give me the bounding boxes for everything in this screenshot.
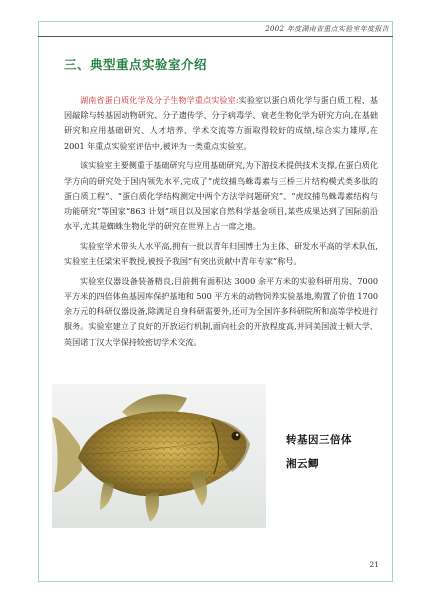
paragraph-1-text: 实验室以蛋白质化学与蛋白质工程、基因敲除与转基因动物研究、分子遗传学、分子病毒学、衰老生物化学为研究方向,在基础研究和应用基础研究、人才培养、学术交流等方面取得较好的成绩,综合实力雄厚,在 2001 年重点实验室评估中,被评为一类重点实验室。 — [64, 95, 378, 151]
paragraph-1 — [64, 93, 378, 154]
header-rule — [38, 36, 393, 37]
page-number: 21 — [369, 560, 379, 569]
fish-illustration — [52, 384, 266, 528]
body-text — [64, 93, 378, 354]
paragraph-3: 实验室学术带头人水平高,拥有一批以青年归国博士为主体、研发水平高的学术队伍,实验室主任梁宋平教授,被授予我国“有突出贡献中青年专家”称号。 — [64, 240, 378, 267]
paragraph-4: 实验室仪器设备装备精良,目前拥有面积达 3000 余平方米的实验科研用房、7000 平方米的四倍体鱼基因库保护基地和 500 平方米的动物饲养实验基地,购置了价值 1700 余万元的科研仪器设备,除满足自身科研需要外,还可为全国许多科研院所和高等学校进行服务。实验室建立了良好的开放运行机制,面向社会的开放程度高,并同美国波士顿大学、英国诺丁汉大学保持较密切学术交流。 — [64, 275, 378, 347]
section-title: 三、典型重点实验室介绍 — [64, 57, 208, 72]
running-header: 2002 年度湖南省重点实验室年度报告 — [265, 25, 389, 33]
paragraph-2: 该实验室主要侧重于基础研究与应用基础研究,为下游技术提供技术支撑,在蛋白质化学方向的研究处于国内领先水平,完成了“虎纹捕鸟蛛毒素与三桥三片结构模式类多肽的蛋白质工程”、“蛋白质化学结构测定中两个方法学问题研究”、“虎纹捕鸟蛛毒素结构与功能研究”等国家“863 计划”项目以及国家自然科学基金项目,某些成果达到了国际前沿水平,尤其是蜘蛛生物化学的研究在世界上占一席之地。 — [64, 160, 378, 232]
photo-caption-line1: 转基因三倍体 — [286, 434, 352, 446]
lab-name: 湖南省蛋白质化学及分子生物学重点实验室: — [80, 95, 239, 105]
photo-caption-line2: 湘云鲫 — [286, 458, 319, 470]
fish-photo — [52, 384, 266, 528]
